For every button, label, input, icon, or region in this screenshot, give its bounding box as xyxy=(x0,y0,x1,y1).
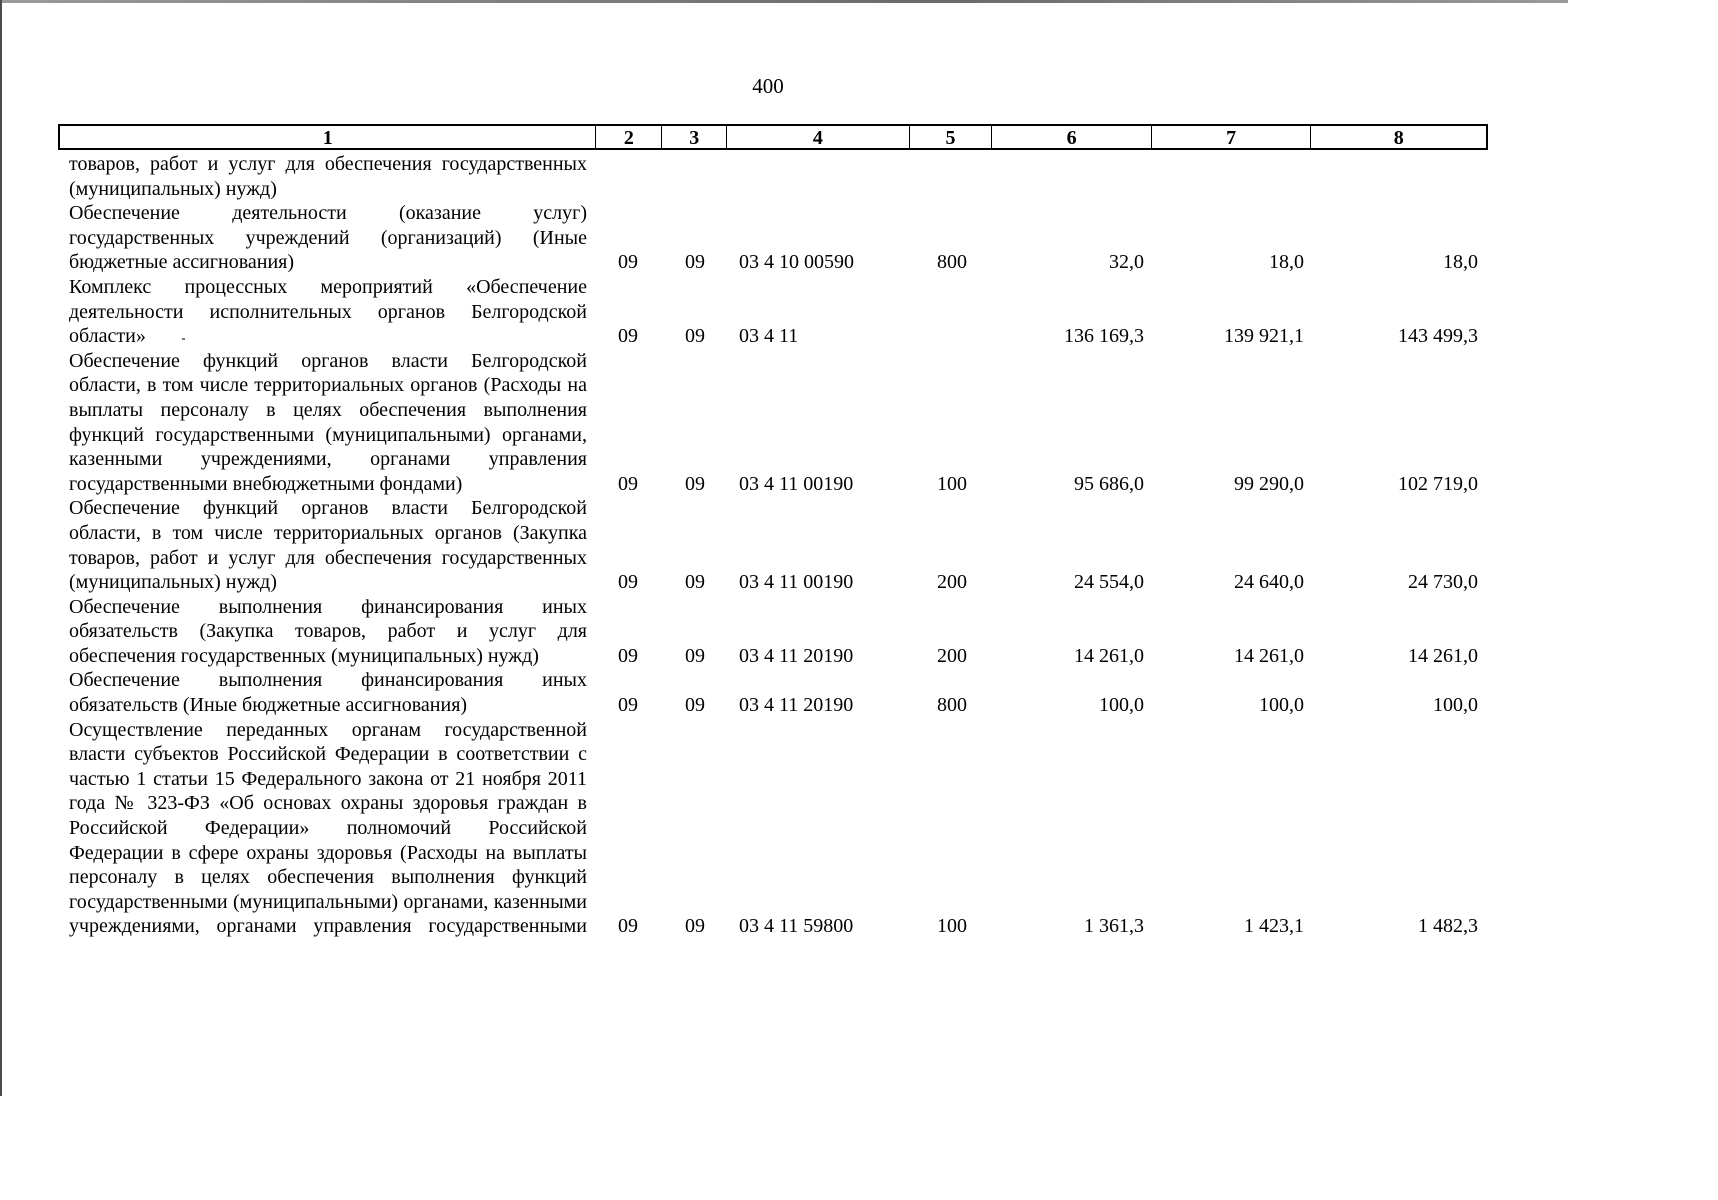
row-pr: 09 xyxy=(685,571,705,594)
row-year-2: 100,0 xyxy=(1259,694,1304,717)
row-year-3: 24 730,0 xyxy=(1408,571,1478,594)
row-year-1: 1 361,3 xyxy=(1084,915,1144,938)
row-year-2: 99 290,0 xyxy=(1234,472,1304,495)
row-description: Обеспечение функций органов власти Белгородской области, в том числе территориальных органов (Расходы на выплаты персоналу в целях обеспечения выполнения функций государственными (муниципальными) органами, казенными учреждениями, органами управления государственными внебюджетными фондами) xyxy=(69,349,587,495)
row-rz: 09 xyxy=(618,644,638,667)
row-rz: 09 xyxy=(618,915,638,938)
row-year-3: 102 719,0 xyxy=(1398,472,1478,495)
scan-top-edge xyxy=(0,0,1568,3)
row-year-1: 95 686,0 xyxy=(1074,472,1144,495)
row-year-2: 14 261,0 xyxy=(1234,644,1304,667)
row-year-2: 18,0 xyxy=(1269,251,1304,274)
row-year-3: 18,0 xyxy=(1443,251,1478,274)
row-rz: 09 xyxy=(618,571,638,594)
row-description: товаров, работ и услуг для обеспечения государственных (муниципальных) нужд) xyxy=(69,153,587,200)
header-col-7: 7 xyxy=(1152,126,1312,148)
table-body xyxy=(0,152,1568,939)
scan-speck xyxy=(182,338,185,340)
table-row xyxy=(0,275,1568,349)
row-csr: 03 4 10 00590 xyxy=(739,251,854,274)
row-vr: 200 xyxy=(937,571,967,594)
row-year-2: 139 921,1 xyxy=(1224,325,1304,348)
row-pr: 09 xyxy=(685,325,705,348)
row-rz: 09 xyxy=(618,251,638,274)
row-pr: 09 xyxy=(685,251,705,274)
header-col-1: 1 xyxy=(60,126,596,148)
header-col-3: 3 xyxy=(662,126,727,148)
table-row xyxy=(0,718,1568,939)
row-pr: 09 xyxy=(685,472,705,495)
row-description: Обеспечение выполнения финансирования иных обязательств (Закупка товаров, работ и услуг для обеспечения государственных (муниципальных) нужд) xyxy=(69,595,587,667)
row-year-1: 100,0 xyxy=(1099,694,1144,717)
row-year-3: 143 499,3 xyxy=(1398,325,1478,348)
row-pr: 09 xyxy=(685,644,705,667)
header-col-2: 2 xyxy=(596,126,662,148)
row-csr: 03 4 11 20190 xyxy=(739,644,854,667)
table-row xyxy=(0,349,1568,497)
row-year-2: 24 640,0 xyxy=(1234,571,1304,594)
row-description: Обеспечение выполнения финансирования иных обязательств (Иные бюджетные ассигнования) xyxy=(69,669,587,717)
row-year-2: 1 423,1 xyxy=(1244,915,1304,938)
row-year-3: 14 261,0 xyxy=(1408,644,1478,667)
table-row xyxy=(0,152,1568,201)
row-year-1: 24 554,0 xyxy=(1074,571,1144,594)
row-vr: 100 xyxy=(937,472,967,495)
row-year-1: 14 261,0 xyxy=(1074,644,1144,667)
row-description: Комплекс процессных мероприятий «Обеспечение деятельности исполнительных органов Белгородской области» xyxy=(69,275,587,348)
header-col-4: 4 xyxy=(727,126,909,148)
row-pr: 09 xyxy=(685,694,705,717)
row-year-1: 32,0 xyxy=(1109,251,1144,274)
table-row xyxy=(0,668,1568,717)
header-col-8: 8 xyxy=(1393,127,1404,149)
row-rz: 09 xyxy=(618,694,638,717)
row-year-1: 136 169,3 xyxy=(1064,325,1144,348)
row-pr: 09 xyxy=(685,915,705,938)
row-rz: 09 xyxy=(618,325,638,348)
row-csr: 03 4 11 xyxy=(739,325,799,348)
row-vr: 800 xyxy=(937,694,967,717)
row-description: Осуществление переданных органам государственной власти субъектов Российской Федерации в соответствии с частью 1 статьи 15 Федерального закона от 21 ноября 2011 года № 323-ФЗ «Об основах охраны здоровья граждан в Российской Федерации» полномочий Российской Федерации в сфере охраны здоровья (Расходы на выплаты персоналу в целях обеспечения выполнения функций государственными (муниципальными) органами, казенными учреждениями, органами управления государственными xyxy=(69,718,587,938)
row-year-3: 100,0 xyxy=(1433,694,1478,717)
row-csr: 03 4 11 00190 xyxy=(739,571,854,594)
page-number: 400 xyxy=(752,74,784,98)
header-col-6: 6 xyxy=(992,126,1152,148)
table-row xyxy=(0,595,1568,669)
row-csr: 03 4 11 59800 xyxy=(739,915,854,938)
row-csr: 03 4 11 00190 xyxy=(739,472,854,495)
table-header-row xyxy=(58,124,1488,150)
row-year-3: 1 482,3 xyxy=(1418,915,1478,938)
row-vr: 200 xyxy=(937,644,967,667)
table-row xyxy=(0,496,1568,594)
row-rz: 09 xyxy=(618,472,638,495)
table-row xyxy=(0,201,1568,275)
row-description: Обеспечение функций органов власти Белгородской области, в том числе территориальных органов (Закупка товаров, работ и услуг для обеспечения государственных (муниципальных) нужд) xyxy=(69,497,587,594)
row-description: Обеспечение деятельности (оказание услуг) государственных учреждений (организаций) (Иные бюджетные ассигнования) xyxy=(69,202,587,274)
row-csr: 03 4 11 20190 xyxy=(739,694,854,717)
row-vr: 800 xyxy=(937,251,967,274)
row-vr: 100 xyxy=(937,915,967,938)
header-col-5: 5 xyxy=(910,126,993,148)
